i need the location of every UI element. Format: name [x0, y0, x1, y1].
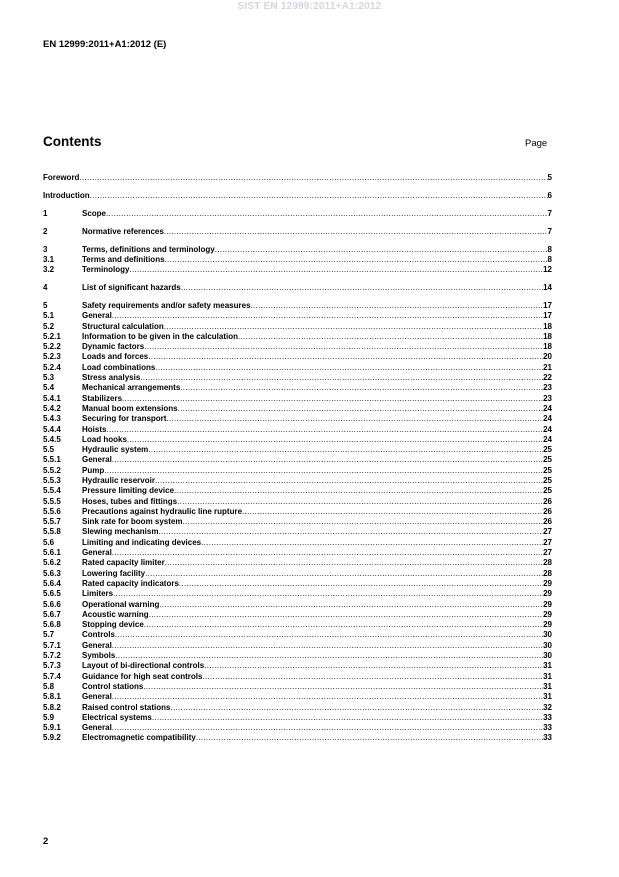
dot-leader	[115, 651, 543, 661]
toc-entry-title: Terms, definitions and terminology	[82, 244, 215, 254]
toc-entry-page: 29	[543, 599, 552, 609]
dot-leader	[148, 352, 543, 362]
dot-leader	[112, 641, 543, 651]
toc-entry-page: 31	[543, 661, 552, 671]
toc-entry[interactable]	[43, 548, 552, 558]
toc-entry-page: 26	[543, 517, 552, 527]
toc-entry-page: 21	[543, 362, 552, 372]
toc-entry-number: 5.7	[43, 630, 55, 640]
toc-entry-number: 5.7.3	[43, 661, 61, 671]
dot-leader	[251, 301, 544, 311]
toc-entry-number: 5.3	[43, 373, 55, 383]
toc-entry-page: 31	[543, 681, 552, 691]
toc-entry-number: 5.2.1	[43, 331, 61, 341]
toc-entry-page: 24	[543, 414, 552, 424]
toc-entry-number: 5.6.8	[43, 620, 61, 630]
dot-leader	[113, 589, 543, 599]
dot-leader	[106, 209, 548, 219]
toc-entry-page: 24	[543, 403, 552, 413]
dot-leader	[181, 283, 543, 293]
toc-entry-page: 8	[547, 244, 552, 254]
dot-leader	[158, 527, 543, 537]
toc-entry-page: 20	[543, 352, 552, 362]
dot-leader	[155, 476, 543, 486]
toc-entry[interactable]	[43, 558, 552, 568]
toc-entry-number: 5.5.8	[43, 527, 61, 537]
toc-entry-title: Hydraulic reservoir	[82, 475, 155, 485]
toc-entry-number: 5.7.2	[43, 651, 61, 661]
toc-entry-title: Safety requirements and/or safety measures	[82, 300, 251, 310]
toc-entry-title: Hydraulic system	[82, 445, 149, 455]
toc-entry[interactable]	[43, 352, 552, 362]
dot-leader	[143, 682, 543, 692]
dot-leader	[144, 620, 543, 630]
toc-entry-page: 29	[543, 589, 552, 599]
toc-entry-number: 5.6.6	[43, 599, 61, 609]
toc-entry-page: 29	[543, 620, 552, 630]
toc-entry-page: 24	[543, 424, 552, 434]
toc-entry[interactable]	[43, 651, 552, 661]
toc-entry-page: 25	[543, 475, 552, 485]
page-number: 2	[43, 836, 49, 847]
dot-leader	[90, 191, 548, 201]
toc-entry-title: Manual boom extensions	[82, 403, 178, 413]
toc-entry-title: Limiting and indicating devices	[82, 537, 202, 547]
toc-entry-page: 18	[543, 342, 552, 352]
toc-entry-number: 5.6.7	[43, 609, 61, 619]
toc-entry[interactable]	[43, 610, 552, 620]
toc-entry-number: 5.2.4	[43, 362, 61, 372]
toc-entry[interactable]	[43, 723, 552, 733]
toc-entry-title: Pressure limiting device	[82, 486, 175, 496]
toc-entry-page: 24	[543, 434, 552, 444]
dot-leader	[112, 548, 543, 558]
toc-entry-title: Layout of bi-directional controls	[82, 661, 205, 671]
toc-entry[interactable]	[43, 245, 552, 255]
toc-entry-title: Structural calculation	[82, 321, 164, 331]
dot-leader	[196, 733, 543, 743]
toc-entry-page: 7	[547, 226, 552, 236]
toc-entry-page: 25	[543, 465, 552, 475]
toc-entry-page: 26	[543, 496, 552, 506]
dot-leader	[165, 255, 548, 265]
toc-entry[interactable]	[43, 209, 552, 219]
toc-entry[interactable]	[43, 672, 552, 682]
toc-entry-title: Normative references	[82, 226, 164, 236]
toc-entry-title: Guidance for high seat controls	[82, 671, 203, 681]
dot-leader	[140, 373, 543, 383]
toc-entry-title: Scope	[82, 208, 107, 218]
toc-entry-number: 5.6.1	[43, 548, 61, 558]
toc-entry-page: 30	[543, 651, 552, 661]
dot-leader	[164, 322, 543, 332]
toc-entry-title: Mechanical arrangements	[82, 383, 181, 393]
toc-entry-title: Stabilizers	[82, 393, 123, 403]
toc-entry[interactable]	[43, 579, 552, 589]
toc-entry-page: 33	[543, 723, 552, 733]
toc-entry[interactable]	[43, 517, 552, 527]
toc-entry-page: 25	[543, 486, 552, 496]
dot-leader	[104, 466, 543, 476]
dot-leader	[170, 703, 543, 713]
toc-entry-page: 25	[543, 455, 552, 465]
toc-entry-page: 12	[543, 265, 552, 275]
toc-entry-page: 17	[543, 300, 552, 310]
toc-entry[interactable]	[43, 283, 552, 293]
toc-entry-number: 2	[43, 226, 48, 236]
toc-entry-number: 5.7.1	[43, 640, 61, 650]
dot-leader	[242, 507, 543, 517]
dot-leader	[174, 486, 543, 496]
toc-entry-title: Controls	[82, 630, 115, 640]
toc-entry-number: 5.6.2	[43, 558, 61, 568]
dot-leader	[149, 610, 543, 620]
toc-entry-title: Terminology	[82, 265, 130, 275]
dot-leader	[145, 569, 543, 579]
toc-entry-page: 33	[543, 733, 552, 743]
toc-entry-number: 1	[43, 208, 48, 218]
dot-leader	[148, 445, 543, 455]
toc-entry-title: Electrical systems	[82, 712, 152, 722]
dot-leader	[122, 394, 543, 404]
toc-entry-number: 5.6.5	[43, 589, 61, 599]
toc-entry-page: 31	[543, 671, 552, 681]
toc-entry-title: Load hooks	[82, 434, 127, 444]
toc-entry-title: Loads and forces	[82, 352, 149, 362]
dot-leader	[155, 363, 543, 373]
toc-entry-title: Control stations	[82, 681, 144, 691]
toc-entry[interactable]	[43, 538, 552, 548]
toc-entry-page: 22	[543, 373, 552, 383]
toc-entry[interactable]	[43, 311, 552, 321]
toc-entry-title: Terms and definitions	[82, 254, 165, 264]
toc-entry-title: Lowering facility	[82, 568, 146, 578]
toc-entry-page: 8	[547, 254, 552, 264]
toc-entry[interactable]	[43, 497, 552, 507]
toc-entry-page: 27	[543, 527, 552, 537]
dot-leader	[178, 404, 544, 414]
toc-entry[interactable]	[43, 527, 552, 537]
document-id: EN 12999:2011+A1:2012 (E)	[43, 39, 167, 50]
toc-entry-page: 25	[543, 445, 552, 455]
dot-leader	[215, 245, 548, 255]
page-column-label: Page	[525, 138, 548, 149]
toc-entry[interactable]	[43, 600, 552, 610]
dot-leader	[129, 265, 543, 275]
toc-entry-number: 5.8.2	[43, 702, 61, 712]
toc-entry-page: 7	[547, 208, 552, 218]
toc-entry[interactable]	[43, 445, 552, 455]
toc-entry-title: Introduction	[43, 190, 90, 200]
toc-entry-number: 5.2	[43, 321, 55, 331]
toc-entry-title: Rated capacity limiter	[82, 558, 165, 568]
dot-leader	[159, 600, 543, 610]
toc-entry-page: 23	[543, 383, 552, 393]
toc-entry-number: 5.4.2	[43, 403, 61, 413]
dot-leader	[177, 497, 543, 507]
dot-leader	[112, 723, 543, 733]
dot-leader	[179, 579, 543, 589]
toc-entry-title: General	[82, 548, 112, 558]
toc-entry[interactable]	[43, 630, 552, 640]
toc-entry[interactable]	[43, 507, 552, 517]
watermark-text: SIST EN 12999:2011+A1:2012	[237, 1, 382, 12]
dot-leader	[238, 332, 543, 342]
toc-entry-title: Stress analysis	[82, 373, 141, 383]
toc-entry[interactable]	[43, 703, 552, 713]
toc-entry-title: General	[82, 692, 112, 702]
toc-entry-title: List of significant hazards	[82, 283, 181, 293]
toc-entry-title: General	[82, 455, 112, 465]
toc-entry-title: Pump	[82, 465, 105, 475]
toc-entry-number: 5.4.3	[43, 414, 61, 424]
toc-entry[interactable]	[43, 394, 552, 404]
dot-leader	[112, 455, 543, 465]
toc-entry-number: 5.4.4	[43, 424, 61, 434]
toc-entry-title: Precautions against hydraulic line rupture	[82, 506, 243, 516]
toc-entry-number: 5.8	[43, 681, 55, 691]
toc-entry-title: Dynamic factors	[82, 342, 145, 352]
table-of-contents	[43, 173, 552, 744]
toc-entry[interactable]	[43, 733, 552, 743]
toc-entry[interactable]	[43, 682, 552, 692]
toc-entry-title: Stopping device	[82, 620, 144, 630]
toc-entry[interactable]	[43, 641, 552, 651]
toc-entry-page: 30	[543, 640, 552, 650]
toc-entry[interactable]	[43, 466, 552, 476]
toc-entry-page: 17	[543, 311, 552, 321]
toc-entry[interactable]	[43, 692, 552, 702]
toc-entry-title: Operational warning	[82, 599, 160, 609]
toc-entry-title: Limiters	[82, 589, 114, 599]
toc-entry-number: 5.8.1	[43, 692, 61, 702]
toc-entry-number: 5.5.4	[43, 486, 61, 496]
toc-entry-number: 5.9	[43, 712, 55, 722]
toc-entry-title: Slewing mechanism	[82, 527, 159, 537]
dot-leader	[164, 227, 548, 237]
dot-leader	[112, 311, 543, 321]
toc-entry-number: 5.4.5	[43, 434, 61, 444]
toc-entry-title: Sink rate for boom system	[82, 517, 183, 527]
dot-leader	[112, 692, 543, 702]
toc-entry[interactable]	[43, 227, 552, 237]
toc-entry-number: 5.5.7	[43, 517, 61, 527]
toc-entry-number: 5.5.3	[43, 475, 61, 485]
toc-entry-title: Electromagnetic compatibility	[82, 733, 196, 743]
dot-leader	[106, 425, 543, 435]
toc-entry-number: 5.5.2	[43, 465, 61, 475]
toc-entry-title: Hoists	[82, 424, 107, 434]
toc-entry[interactable]	[43, 322, 552, 332]
toc-entry[interactable]	[43, 455, 552, 465]
toc-entry[interactable]	[43, 476, 552, 486]
toc-entry-page: 23	[543, 393, 552, 403]
toc-entry-page: 14	[543, 283, 552, 293]
toc-entry-page: 27	[543, 548, 552, 558]
toc-entry-number: 5.6.3	[43, 568, 61, 578]
toc-entry-page: 32	[543, 702, 552, 712]
toc-entry[interactable]	[43, 383, 552, 393]
toc-entry-number: 5.2.2	[43, 342, 61, 352]
toc-entry-number: 5.5.6	[43, 506, 61, 516]
toc-entry-number: 5	[43, 300, 48, 310]
toc-entry-number: 5.6.4	[43, 578, 61, 588]
toc-entry[interactable]	[43, 404, 552, 414]
toc-entry-title: Hoses, tubes and fittings	[82, 496, 178, 506]
dot-leader	[202, 672, 543, 682]
toc-entry[interactable]	[43, 301, 552, 311]
toc-entry-number: 5.2.3	[43, 352, 61, 362]
toc-entry[interactable]	[43, 173, 552, 183]
toc-entry-number: 5.7.4	[43, 671, 61, 681]
toc-entry-title: Information to be given in the calculation	[82, 331, 239, 341]
dot-leader	[144, 342, 543, 352]
toc-entry[interactable]	[43, 255, 552, 265]
toc-entry[interactable]	[43, 486, 552, 496]
toc-entry-number: 5.5.1	[43, 455, 61, 465]
toc-entry-number: 5.4.1	[43, 393, 61, 403]
toc-entry-number: 5.5.5	[43, 496, 61, 506]
toc-entry-page: 28	[543, 568, 552, 578]
toc-entry[interactable]	[43, 332, 552, 342]
toc-entry-page: 29	[543, 609, 552, 619]
toc-entry-page: 27	[543, 537, 552, 547]
dot-leader	[152, 713, 543, 723]
dot-leader	[201, 538, 543, 548]
contents-heading: Contents	[43, 134, 102, 149]
toc-entry[interactable]	[43, 620, 552, 630]
toc-entry-title: Raised control stations	[82, 702, 171, 712]
toc-entry-title: General	[82, 311, 112, 321]
toc-entry[interactable]	[43, 265, 552, 275]
dot-leader	[115, 630, 543, 640]
toc-entry-number: 5.6	[43, 537, 55, 547]
toc-entry-page: 31	[543, 692, 552, 702]
toc-entry-number: 5.1	[43, 311, 55, 321]
toc-entry-number: 5.5	[43, 445, 55, 455]
toc-entry-number: 5.4	[43, 383, 55, 393]
dot-leader	[166, 414, 543, 424]
toc-entry[interactable]	[43, 713, 552, 723]
dot-leader	[204, 661, 543, 671]
toc-entry-title: Symbols	[82, 651, 116, 661]
toc-entry[interactable]	[43, 414, 552, 424]
toc-entry-title: Rated capacity indicators	[82, 578, 179, 588]
toc-entry-page: 29	[543, 578, 552, 588]
dot-leader	[79, 173, 547, 183]
toc-entry-number: 4	[43, 283, 48, 293]
dot-leader	[180, 383, 543, 393]
toc-entry-page: 28	[543, 558, 552, 568]
toc-entry[interactable]	[43, 425, 552, 435]
toc-entry-title: Foreword	[43, 173, 80, 182]
toc-entry-title: Acoustic warning	[82, 609, 149, 619]
toc-entry[interactable]	[43, 661, 552, 671]
toc-entry-number: 3.1	[43, 254, 55, 264]
toc-entry-number: 3	[43, 244, 48, 254]
toc-entry-number: 5.9.1	[43, 723, 61, 733]
toc-entry-title: General	[82, 640, 112, 650]
toc-entry[interactable]	[43, 363, 552, 373]
toc-entry[interactable]	[43, 342, 552, 352]
toc-entry[interactable]	[43, 191, 552, 201]
toc-entry-page: 26	[543, 506, 552, 516]
toc-entry-page: 18	[543, 321, 552, 331]
toc-entry-page: 5	[547, 173, 552, 182]
toc-entry[interactable]	[43, 569, 552, 579]
toc-entry-page: 33	[543, 712, 552, 722]
toc-entry[interactable]	[43, 589, 552, 599]
toc-entry-page: 18	[543, 331, 552, 341]
toc-entry[interactable]	[43, 435, 552, 445]
toc-entry-title: Load combinations	[82, 362, 156, 372]
toc-entry-title: Securing for transport	[82, 414, 167, 424]
dot-leader	[127, 435, 543, 445]
toc-entry[interactable]	[43, 373, 552, 383]
dot-leader	[165, 558, 543, 568]
toc-entry-page: 30	[543, 630, 552, 640]
toc-entry-page: 6	[547, 190, 552, 200]
toc-entry-number: 5.9.2	[43, 733, 61, 743]
toc-entry-number: 3.2	[43, 265, 55, 275]
dot-leader	[182, 517, 543, 527]
toc-entry-title: General	[82, 723, 112, 733]
